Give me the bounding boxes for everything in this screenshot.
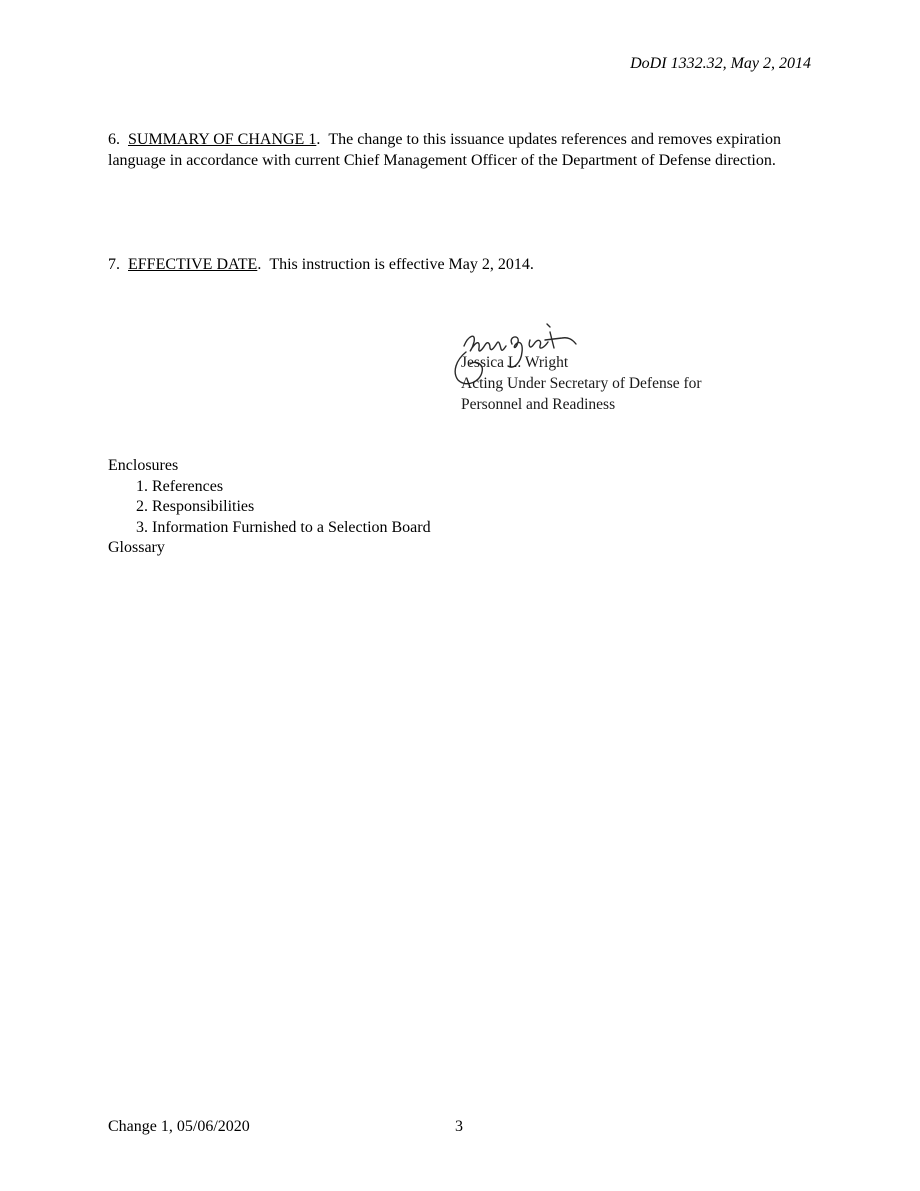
section-title: EFFECTIVE DATE	[128, 256, 258, 273]
section-number: 6.	[108, 131, 120, 148]
footer-change-label: Change 1, 05/06/2020	[108, 1118, 250, 1135]
glossary-label: Glossary	[108, 539, 165, 556]
section-summary-of-change: 6. SUMMARY OF CHANGE 1. The change to this issuance updates references and removes expiration language in accordance with current Chief Management Officer of the Department of Defense direction.	[108, 131, 782, 169]
section-body: The change to this issuance updates references and removes expiration language in accordance with current Chief Management Officer of the Department of Defense direction.	[108, 131, 782, 169]
footer-page-number: 3	[455, 1118, 463, 1135]
enclosures-heading: Enclosures	[108, 457, 179, 474]
enclosure-item-references: 1. References	[136, 477, 224, 495]
signer-name: Jessica L. Wright	[461, 354, 569, 371]
signer-title-line-2: Personnel and Readiness	[461, 396, 616, 413]
signer-title-line-1: Acting Under Secretary of Defense for	[461, 375, 702, 392]
enclosures-list	[108, 456, 431, 559]
section-body: This instruction is effective May 2, 2014.	[269, 256, 534, 273]
section-title: SUMMARY OF CHANGE 1	[128, 131, 317, 148]
enclosure-item-selection-board: 3. Information Furnished to a Selection Board	[136, 518, 431, 536]
page-header: DoDI 1332.32, May 2, 2014	[630, 55, 811, 72]
section-effective-date: 7. EFFECTIVE DATE. This instruction is effective May 2, 2014.	[108, 256, 534, 273]
section-number: 7.	[108, 256, 120, 273]
signature-block	[446, 318, 806, 418]
enclosure-item-responsibilities: 2. Responsibilities	[136, 498, 255, 515]
